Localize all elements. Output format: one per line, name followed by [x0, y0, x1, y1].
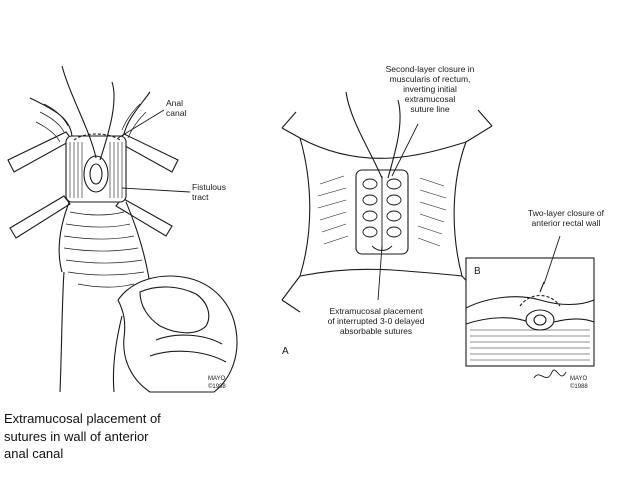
anal-canal-label-line1: Anal — [166, 98, 184, 108]
panel-b-letter: B — [474, 266, 481, 277]
inset-b — [466, 236, 594, 378]
two-layer-label-line1: Two-layer closure of — [527, 208, 605, 218]
left-maker-mark-line2: ©1988 — [208, 384, 226, 390]
second-layer-label-line3: inverting initial — [403, 84, 457, 94]
fistulous-tract-label-line2: tract — [192, 192, 209, 202]
fistulous-tract-label-line1: Fistulous — [192, 182, 227, 192]
right-illustration-a — [282, 92, 492, 314]
left-illustration — [8, 66, 237, 392]
extramucosal-label-line2: of interrupted 3-0 delayed — [327, 316, 425, 326]
two-layer-label-line2: anterior rectal wall — [531, 218, 601, 228]
second-layer-label-line5: suture line — [410, 104, 450, 114]
second-layer-label-line2: muscularis of rectum, — [389, 74, 471, 84]
caption-line-3: anal canal — [4, 446, 64, 461]
right-maker-mark-line2: ©1988 — [570, 384, 588, 390]
slide-caption — [4, 410, 204, 463]
second-layer-label-line4: extramucosal — [404, 94, 456, 104]
caption-line-2: sutures in wall of anterior — [4, 428, 149, 444]
extramucosal-label-line1: Extramucosal placement — [329, 306, 423, 316]
anal-canal-label-line2: canal — [166, 108, 187, 118]
extramucosal-label-line3: absorbable sutures — [339, 326, 413, 336]
second-layer-label-line1: Second-layer closure in — [385, 64, 475, 74]
left-maker-mark-line1: MAYO — [208, 376, 226, 382]
caption-line-1: Extramucosal placement of — [4, 411, 161, 426]
right-maker-mark-line1: MAYO — [570, 376, 588, 382]
panel-a-letter: A — [282, 346, 289, 357]
